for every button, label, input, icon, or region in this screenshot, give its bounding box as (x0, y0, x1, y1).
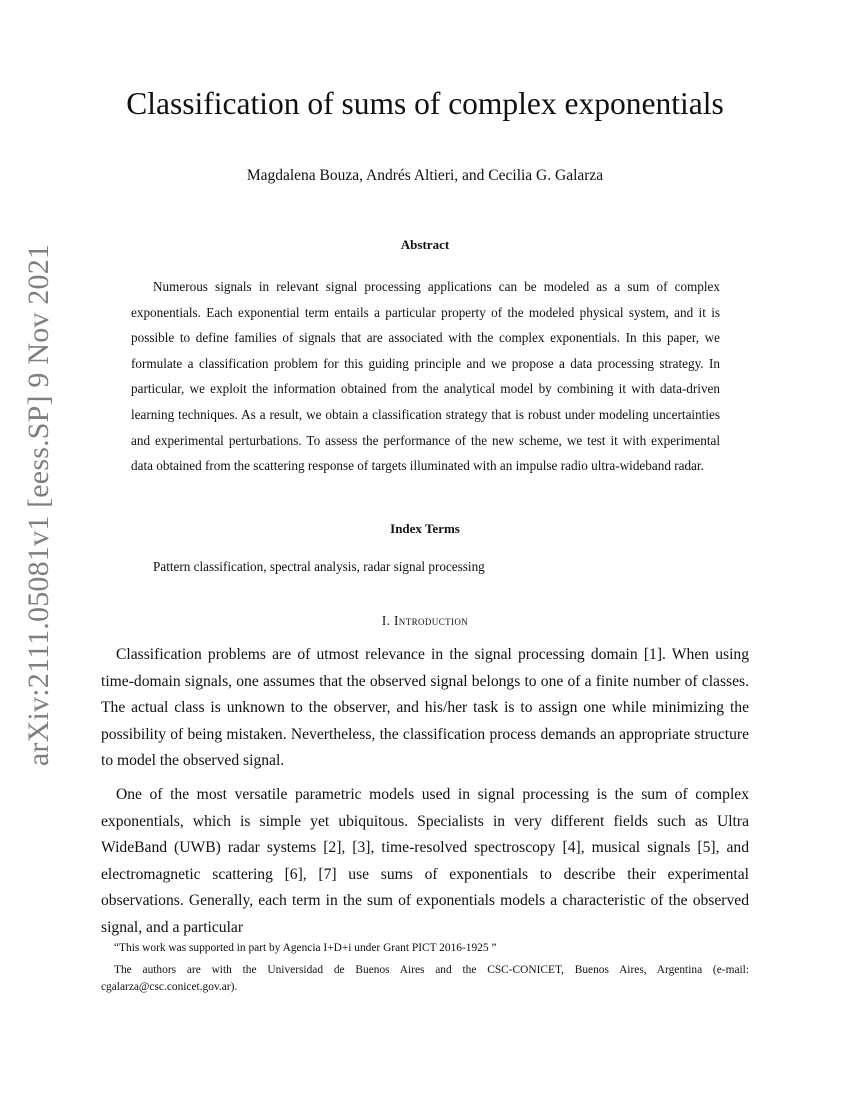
affiliation-footnote: The authors are with the Universidad de Buenos Aires and the CSC-CONICET, Buenos Aires, Argentina (e-mail: cgalarza@csc.conicet.gov.ar). (101, 964, 749, 993)
author-list: Magdalena Bouza, Andrés Altieri, and Cecilia G. Galarza (246, 167, 604, 184)
index-terms-heading: Index Terms (390, 521, 460, 536)
introduction-heading: I. Introduction (381, 613, 469, 628)
introduction-paragraph-2: One of the most versatile parametric models used in signal processing is the sum of complex exponentials, which is simple yet ubiquitous. Specialists in very different fields such as Ultra WideBand (UWB) radar systems [2], [3], time-resolved spectroscopy [4], musical signals [5], and electromagnetic scattering [6], [7] use sums of exponentials to describe their experimental observations. Generally, each term in the sum of exponentials models a characteristic of the observed signal, and a particular (101, 786, 749, 936)
index-terms-body: Pattern classification, spectral analysis, radar signal processing (153, 559, 485, 574)
abstract-body: Numerous signals in relevant signal processing applications can be modeled as a sum of complex exponentials. Each exponential term entails a particular property of the modeled physical system, and it is possible to define families of signals that are associated with the complex exponentials. In this paper, we formulate a classification problem for this guiding principle and we propose a data processing strategy. In particular, we exploit the information obtained from the analytical model by combining it with data-driven learning techniques. As a result, we obtain a classification strategy that is robust under modeling uncertainties and experimental perturbations. To assess the performance of the new scheme, we test it with experimental data obtained from the scattering response of targets illuminated with an impulse radio ultra-wideband radar. (131, 279, 720, 474)
funding-footnote: “This work was supported in part by Agencia I+D+i under Grant PICT 2016-1925 ” (114, 942, 497, 954)
abstract-heading: Abstract (400, 237, 450, 252)
arxiv-identifier-text: arXiv:2111.05081v1 [eess.SP] 9 Nov 2021 (22, 243, 55, 767)
introduction-paragraph-1: Classification problems are of utmost relevance in the signal processing domain [1]. When using time-domain signals, one assumes that the observed signal belongs to one of a finite number of classes. The actual class is unknown to the observer, and his/her task is to assign one while minimizing the possibility of being mistaken. Nevertheless, the classification process demands an appropriate structure to model the observed signal. (101, 646, 749, 770)
paper-title: Classification of sums of complex exponentials (126, 86, 724, 121)
